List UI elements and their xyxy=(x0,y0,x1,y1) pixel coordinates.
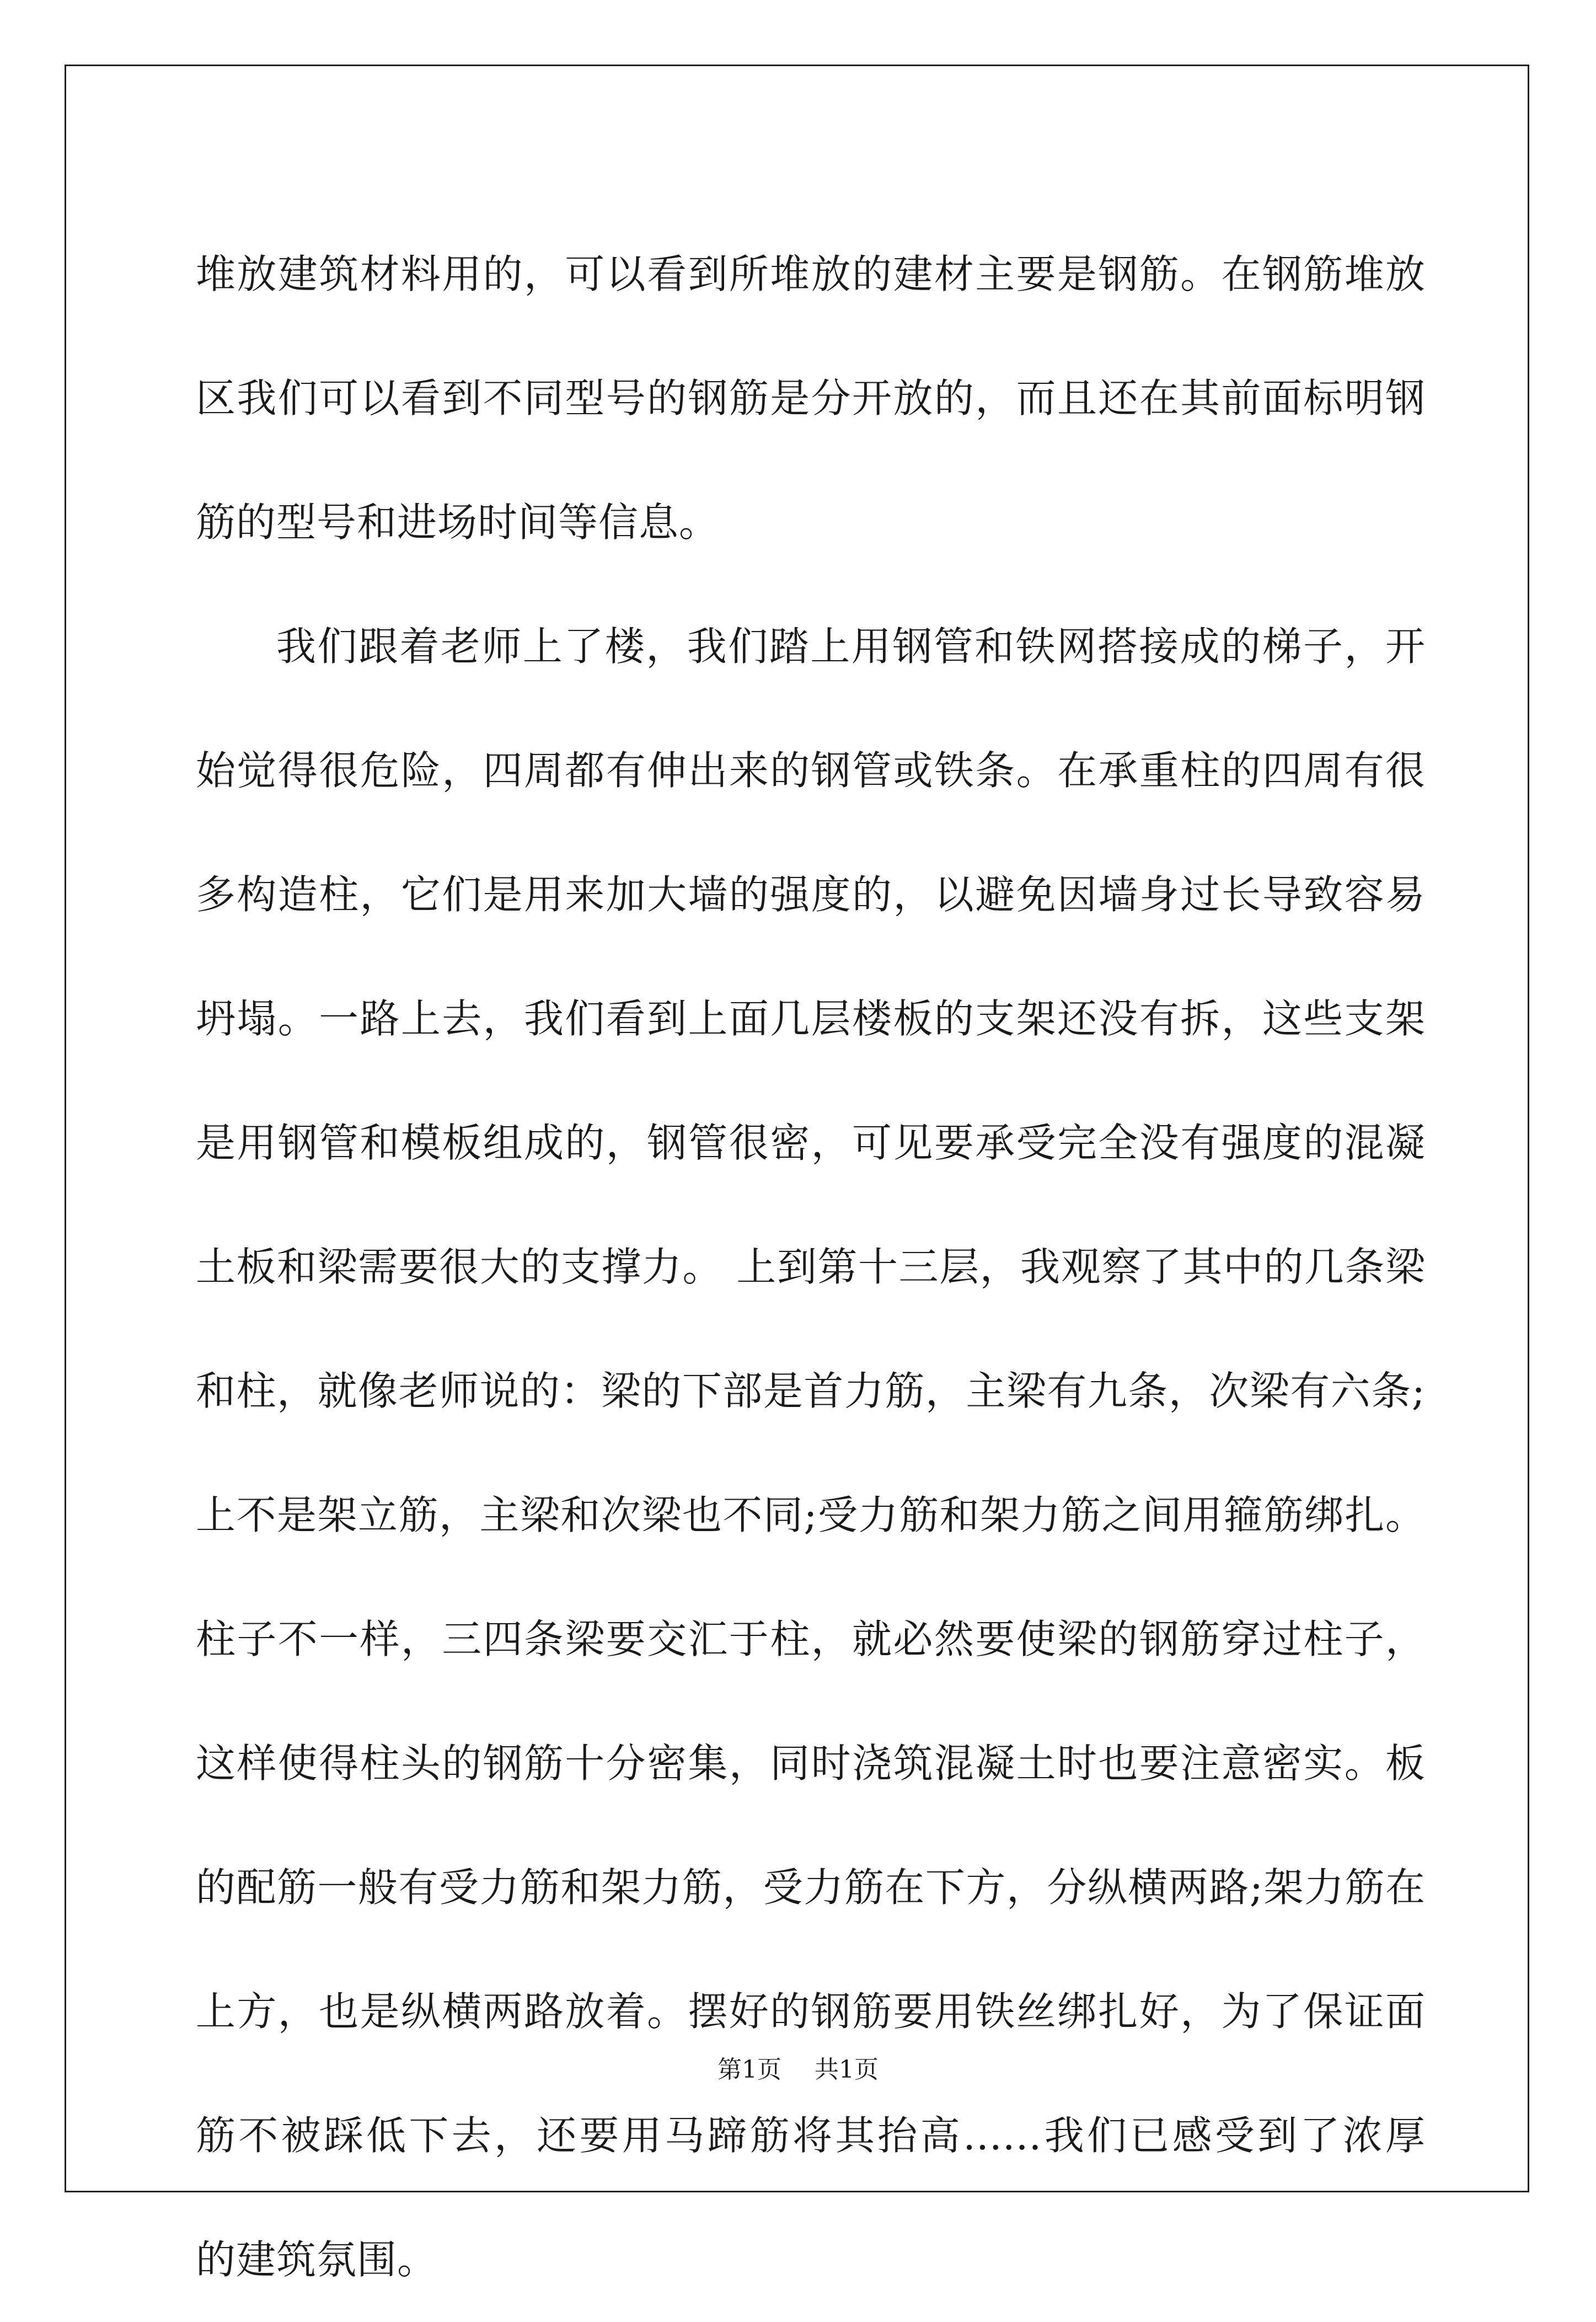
text-line: 堆放建筑材料用的，可以看到所堆放的建材主要是钢筋。在钢筋堆放 xyxy=(196,251,1426,297)
text-line: 多构造柱，它们是用来加大墙的强度的，以避免因墙身过长导致容易 xyxy=(196,871,1426,918)
text-line: 的建筑氛围。 xyxy=(196,2237,438,2283)
text-line: 的配筋一般有受力筋和架力筋，受力筋在下方，分纵横两路;架力筋在 xyxy=(196,1864,1426,1911)
text-line: 上不是架立筋，主梁和次梁也不同;受力筋和架力筋之间用箍筋绑扎。 xyxy=(196,1492,1426,1538)
page-number: 第1页 xyxy=(717,2056,781,2084)
text-line: 筋的型号和进场时间等信息。 xyxy=(196,499,720,545)
page-total: 共1页 xyxy=(815,2056,879,2084)
text-line: 上方，也是纵横两路放着。摆好的钢筋要用铁丝绑扎好，为了保证面 xyxy=(196,1988,1426,2035)
text-line: 坍塌。一路上去，我们看到上面几层楼板的支架还没有拆，这些支架 xyxy=(196,996,1426,1042)
text-line: 区我们可以看到不同型号的钢筋是分开放的，而且还在其前面标明钢 xyxy=(196,375,1426,421)
text-line: 和柱，就像老师说的：梁的下部是首力筋，主梁有九条，次梁有六条; xyxy=(196,1368,1426,1414)
page-footer xyxy=(0,2053,1596,2086)
text-line: 这样使得柱头的钢筋十分密集，同时浇筑混凝土时也要注意密实。板 xyxy=(196,1740,1426,1786)
paragraph-1 xyxy=(196,212,1426,585)
text-line: 土板和梁需要很大的支撑力。 上到第十三层，我观察了其中的几条梁 xyxy=(196,1244,1426,1290)
text-line: 始觉得很危险，四周都有伸出来的钢管或铁条。在承重柱的四周有很 xyxy=(196,747,1426,794)
document-body xyxy=(196,212,1426,2322)
text-line: 柱子不一样，三四条梁要交汇于柱，就必然要使梁的钢筋穿过柱子， xyxy=(196,1616,1426,1662)
text-line: 是用钢管和模板组成的，钢管很密，可见要承受完全没有强度的混凝 xyxy=(196,1120,1426,1166)
text-line: 我们跟着老师上了楼，我们踏上用钢管和铁网搭接成的梯子，开 xyxy=(276,623,1426,670)
text-line: 筋不被踩低下去，还要用马蹄筋将其抬高......我们已感受到了浓厚 xyxy=(196,2112,1426,2159)
